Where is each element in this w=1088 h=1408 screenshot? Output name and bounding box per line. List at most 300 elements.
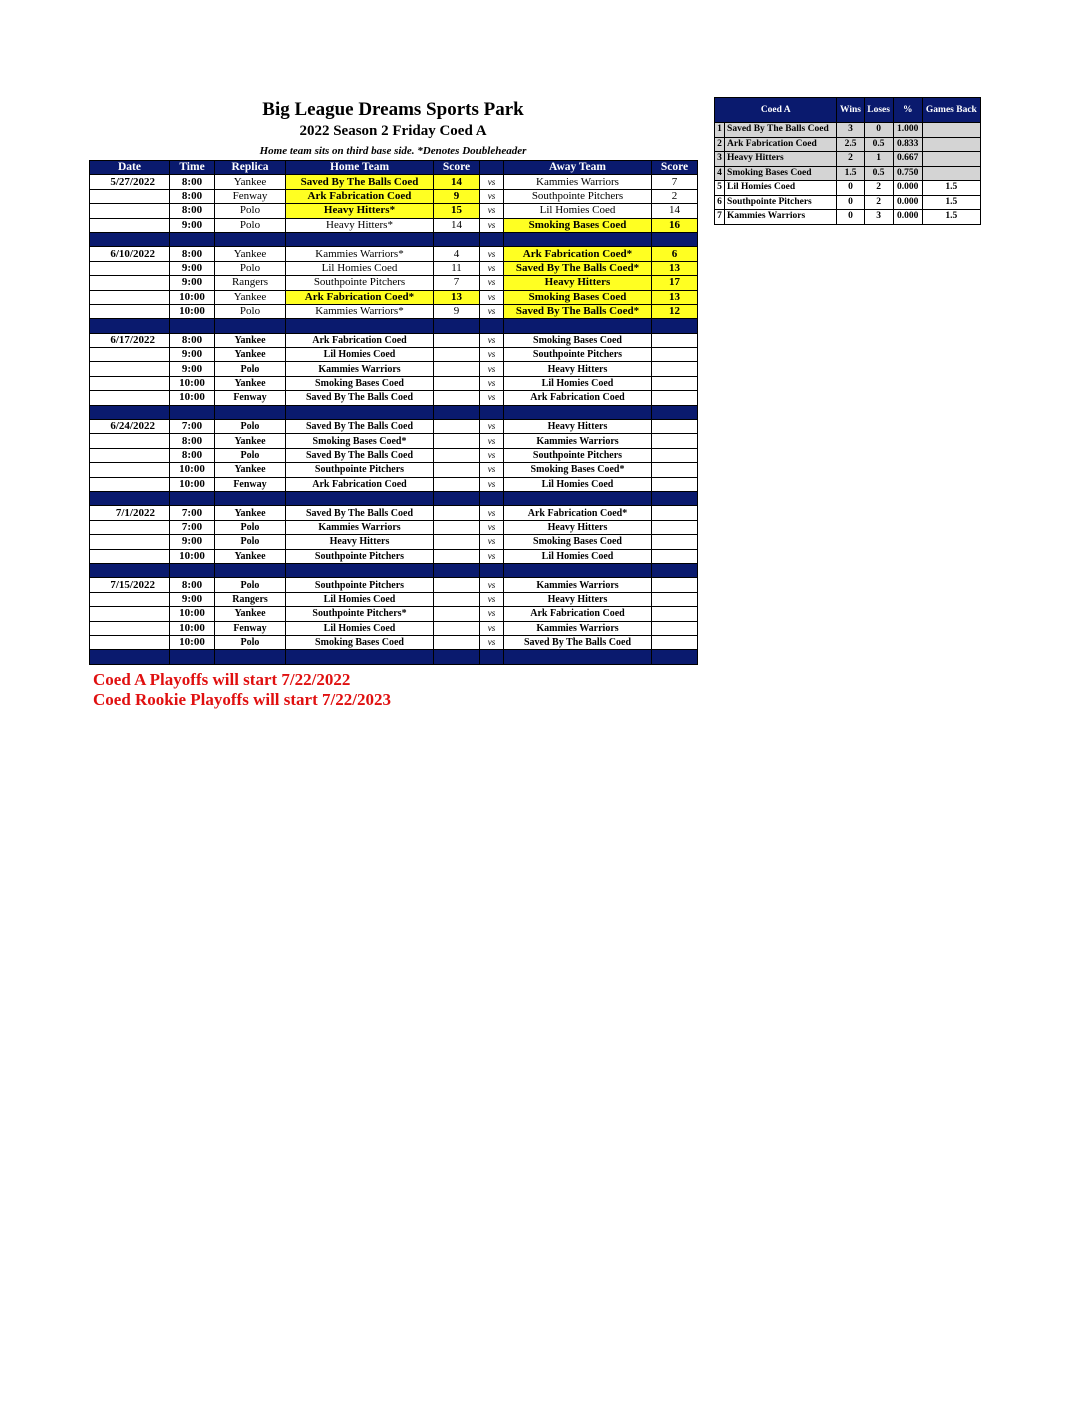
standings-wins: 0 xyxy=(837,181,864,196)
home-score xyxy=(434,549,480,563)
game-field: Yankee xyxy=(215,376,286,390)
game-field: Polo xyxy=(215,204,286,218)
home-score: 13 xyxy=(434,290,480,304)
separator-cell xyxy=(434,563,480,577)
standings-losses: 2 xyxy=(864,195,893,210)
standings-rank: 5 xyxy=(715,181,725,196)
vs-label: vs xyxy=(480,218,504,232)
game-field: Fenway xyxy=(215,391,286,405)
separator-cell xyxy=(652,563,698,577)
home-score: 14 xyxy=(434,218,480,232)
standings-row xyxy=(715,123,981,138)
game-time: 7:00 xyxy=(170,520,215,534)
home-score: 14 xyxy=(434,175,480,189)
schedule-table xyxy=(89,160,698,665)
home-team: Lil Homies Coed xyxy=(286,261,434,275)
game-row xyxy=(90,261,698,275)
vs-label: vs xyxy=(480,578,504,592)
game-row xyxy=(90,391,698,405)
separator-cell xyxy=(215,405,286,419)
game-row xyxy=(90,578,698,592)
game-field: Polo xyxy=(215,218,286,232)
game-time: 10:00 xyxy=(170,635,215,649)
game-row xyxy=(90,463,698,477)
away-team: Heavy Hitters xyxy=(504,276,652,290)
separator-cell xyxy=(170,650,215,664)
game-time: 10:00 xyxy=(170,477,215,491)
game-field: Yankee xyxy=(215,247,286,261)
away-score: 2 xyxy=(652,189,698,203)
standings-row xyxy=(715,181,981,196)
home-team: Ark Fabrication Coed xyxy=(286,189,434,203)
away-team: Saved By The Balls Coed xyxy=(504,635,652,649)
home-team: Southpointe Pitchers* xyxy=(286,607,434,621)
vs-label: vs xyxy=(480,333,504,347)
standings-games-back: 1.5 xyxy=(922,181,980,196)
standings-pct: 0.000 xyxy=(893,210,922,225)
home-team: Southpointe Pitchers xyxy=(286,549,434,563)
game-row xyxy=(90,247,698,261)
away-score xyxy=(652,391,698,405)
home-score xyxy=(434,506,480,520)
game-time: 10:00 xyxy=(170,290,215,304)
away-team: Kammies Warriors xyxy=(504,578,652,592)
home-team: Heavy Hitters* xyxy=(286,204,434,218)
week-separator xyxy=(90,319,698,333)
separator-cell xyxy=(480,405,504,419)
standings-row xyxy=(715,210,981,225)
game-field: Polo xyxy=(215,304,286,318)
standings-team: Kammies Warriors xyxy=(725,210,837,225)
vs-label: vs xyxy=(480,448,504,462)
game-date xyxy=(90,362,170,376)
home-score xyxy=(434,635,480,649)
home-score xyxy=(434,477,480,491)
away-team: Southpointe Pitchers xyxy=(504,189,652,203)
home-team: Kammies Warriors* xyxy=(286,304,434,318)
home-score xyxy=(434,391,480,405)
separator-cell xyxy=(504,319,652,333)
game-date xyxy=(90,448,170,462)
standings-games-back: 1.5 xyxy=(922,210,980,225)
away-score xyxy=(652,420,698,434)
away-team: Heavy Hitters xyxy=(504,520,652,534)
separator-cell xyxy=(90,650,170,664)
separator-cell xyxy=(652,405,698,419)
game-time: 7:00 xyxy=(170,420,215,434)
vs-label: vs xyxy=(480,348,504,362)
standings-wins: 0 xyxy=(837,210,864,225)
game-time: 8:00 xyxy=(170,333,215,347)
separator-cell xyxy=(170,232,215,246)
home-score: 4 xyxy=(434,247,480,261)
game-field: Rangers xyxy=(215,276,286,290)
standings-losses: 1 xyxy=(864,152,893,167)
standings-rank: 7 xyxy=(715,210,725,225)
game-field: Polo xyxy=(215,578,286,592)
vs-label: vs xyxy=(480,189,504,203)
standings-rank: 6 xyxy=(715,195,725,210)
vs-label: vs xyxy=(480,420,504,434)
game-date: 7/1/2022 xyxy=(90,506,170,520)
separator-cell xyxy=(652,232,698,246)
separator-cell xyxy=(215,491,286,505)
home-team: Kammies Warriors* xyxy=(286,247,434,261)
away-score xyxy=(652,520,698,534)
standings-header-row xyxy=(715,98,981,123)
vs-label: vs xyxy=(480,463,504,477)
home-score: 9 xyxy=(434,189,480,203)
game-field: Polo xyxy=(215,362,286,376)
standings-rank: 4 xyxy=(715,166,725,181)
week-separator xyxy=(90,491,698,505)
standings-games-back xyxy=(922,152,980,167)
away-team: Lil Homies Coed xyxy=(504,477,652,491)
vs-label: vs xyxy=(480,592,504,606)
home-score xyxy=(434,592,480,606)
home-team: Lil Homies Coed xyxy=(286,621,434,635)
separator-cell xyxy=(504,650,652,664)
header-home-score: Score xyxy=(434,161,480,175)
home-score: 11 xyxy=(434,261,480,275)
game-row xyxy=(90,592,698,606)
game-field: Polo xyxy=(215,520,286,534)
page-subtitle: 2022 Season 2 Friday Coed A xyxy=(299,123,487,139)
game-date: 6/24/2022 xyxy=(90,420,170,434)
schedule-note: Home team sits on third base side. *Denotes Doubleheader xyxy=(259,145,527,157)
vs-label: vs xyxy=(480,434,504,448)
separator-cell xyxy=(480,319,504,333)
game-row xyxy=(90,621,698,635)
header-vs xyxy=(480,161,504,175)
game-time: 10:00 xyxy=(170,304,215,318)
game-time: 8:00 xyxy=(170,204,215,218)
standings-header-pct: % xyxy=(893,98,922,123)
away-team: Smoking Bases Coed xyxy=(504,333,652,347)
away-score xyxy=(652,549,698,563)
game-time: 9:00 xyxy=(170,276,215,290)
separator-cell xyxy=(504,491,652,505)
game-date xyxy=(90,348,170,362)
home-score xyxy=(434,607,480,621)
home-score xyxy=(434,520,480,534)
away-score: 12 xyxy=(652,304,698,318)
away-team: Southpointe Pitchers xyxy=(504,348,652,362)
game-time: 8:00 xyxy=(170,189,215,203)
home-score xyxy=(434,420,480,434)
standings-wins: 2.5 xyxy=(837,137,864,152)
vs-label: vs xyxy=(480,261,504,275)
separator-cell xyxy=(286,491,434,505)
game-row xyxy=(90,448,698,462)
away-team: Lil Homies Coed xyxy=(504,204,652,218)
away-team: Heavy Hitters xyxy=(504,592,652,606)
game-field: Fenway xyxy=(215,477,286,491)
away-score xyxy=(652,535,698,549)
game-row xyxy=(90,506,698,520)
vs-label: vs xyxy=(480,304,504,318)
home-team: Ark Fabrication Coed xyxy=(286,333,434,347)
away-score xyxy=(652,621,698,635)
game-row xyxy=(90,376,698,390)
standings-team: Southpointe Pitchers xyxy=(725,195,837,210)
away-score: 13 xyxy=(652,261,698,275)
header-time: Time xyxy=(170,161,215,175)
home-team: Saved By The Balls Coed xyxy=(286,420,434,434)
game-date xyxy=(90,189,170,203)
standings-games-back xyxy=(922,137,980,152)
home-team: Southpointe Pitchers xyxy=(286,463,434,477)
vs-label: vs xyxy=(480,635,504,649)
away-score xyxy=(652,592,698,606)
away-team: Lil Homies Coed xyxy=(504,376,652,390)
game-date xyxy=(90,549,170,563)
vs-label: vs xyxy=(480,175,504,189)
game-row xyxy=(90,434,698,448)
game-time: 7:00 xyxy=(170,506,215,520)
vs-label: vs xyxy=(480,535,504,549)
game-time: 10:00 xyxy=(170,391,215,405)
away-score xyxy=(652,635,698,649)
standings-row xyxy=(715,166,981,181)
separator-cell xyxy=(90,405,170,419)
game-row xyxy=(90,362,698,376)
standings-rank: 1 xyxy=(715,123,725,138)
vs-label: vs xyxy=(480,549,504,563)
header-replica: Replica xyxy=(215,161,286,175)
home-score xyxy=(434,376,480,390)
away-team: Smoking Bases Coed xyxy=(504,535,652,549)
game-row xyxy=(90,304,698,318)
standings-games-back xyxy=(922,166,980,181)
separator-cell xyxy=(170,319,215,333)
away-team: Ark Fabrication Coed* xyxy=(504,506,652,520)
home-score xyxy=(434,448,480,462)
separator-cell xyxy=(170,563,215,577)
playoff-note-coed-rookie: Coed Rookie Playoffs will start 7/22/2023 xyxy=(93,690,391,709)
home-team: Saved By The Balls Coed xyxy=(286,391,434,405)
game-field: Fenway xyxy=(215,621,286,635)
standings-team: Heavy Hitters xyxy=(725,152,837,167)
away-score xyxy=(652,434,698,448)
game-time: 10:00 xyxy=(170,463,215,477)
game-field: Polo xyxy=(215,535,286,549)
game-row xyxy=(90,290,698,304)
home-team: Smoking Bases Coed* xyxy=(286,434,434,448)
separator-cell xyxy=(286,563,434,577)
header-away-team: Away Team xyxy=(504,161,652,175)
home-score xyxy=(434,463,480,477)
vs-label: vs xyxy=(480,247,504,261)
home-team: Heavy Hitters xyxy=(286,535,434,549)
game-time: 9:00 xyxy=(170,348,215,362)
game-row xyxy=(90,420,698,434)
away-team: Ark Fabrication Coed* xyxy=(504,247,652,261)
game-date xyxy=(90,276,170,290)
game-date: 6/17/2022 xyxy=(90,333,170,347)
home-score: 9 xyxy=(434,304,480,318)
standings-row xyxy=(715,152,981,167)
week-separator xyxy=(90,563,698,577)
separator-cell xyxy=(434,232,480,246)
playoff-note-coed-a: Coed A Playoffs will start 7/22/2022 xyxy=(93,670,351,689)
away-score xyxy=(652,578,698,592)
away-team: Smoking Bases Coed xyxy=(504,218,652,232)
standings-pct: 0.750 xyxy=(893,166,922,181)
game-field: Yankee xyxy=(215,506,286,520)
game-date: 7/15/2022 xyxy=(90,578,170,592)
game-row xyxy=(90,175,698,189)
away-team: Ark Fabrication Coed xyxy=(504,391,652,405)
away-score: 13 xyxy=(652,290,698,304)
home-score xyxy=(434,434,480,448)
game-row xyxy=(90,348,698,362)
separator-cell xyxy=(286,232,434,246)
separator-cell xyxy=(170,491,215,505)
standings-wins: 1.5 xyxy=(837,166,864,181)
vs-label: vs xyxy=(480,204,504,218)
game-date xyxy=(90,218,170,232)
standings-rank: 3 xyxy=(715,152,725,167)
game-row xyxy=(90,520,698,534)
separator-cell xyxy=(652,319,698,333)
game-time: 8:00 xyxy=(170,175,215,189)
separator-cell xyxy=(286,650,434,664)
vs-label: vs xyxy=(480,506,504,520)
separator-cell xyxy=(504,232,652,246)
game-field: Polo xyxy=(215,635,286,649)
standings-body xyxy=(715,123,981,225)
home-score xyxy=(434,333,480,347)
standings-games-back: 1.5 xyxy=(922,195,980,210)
game-row xyxy=(90,333,698,347)
separator-cell xyxy=(504,563,652,577)
game-field: Polo xyxy=(215,261,286,275)
standings-pct: 1.000 xyxy=(893,123,922,138)
home-team: Ark Fabrication Coed* xyxy=(286,290,434,304)
home-score: 15 xyxy=(434,204,480,218)
standings-pct: 0.667 xyxy=(893,152,922,167)
game-date: 5/27/2022 xyxy=(90,175,170,189)
game-time: 10:00 xyxy=(170,376,215,390)
away-score xyxy=(652,463,698,477)
standings-wins: 3 xyxy=(837,123,864,138)
home-team: Heavy Hitters* xyxy=(286,218,434,232)
game-field: Rangers xyxy=(215,592,286,606)
vs-label: vs xyxy=(480,276,504,290)
away-score xyxy=(652,362,698,376)
vs-label: vs xyxy=(480,621,504,635)
standings-header-wins: Wins xyxy=(837,98,864,123)
away-score: 7 xyxy=(652,175,698,189)
standings-losses: 3 xyxy=(864,210,893,225)
game-row xyxy=(90,276,698,290)
separator-cell xyxy=(434,650,480,664)
game-date: 6/10/2022 xyxy=(90,247,170,261)
standings-losses: 2 xyxy=(864,181,893,196)
separator-cell xyxy=(504,405,652,419)
standings-losses: 0.5 xyxy=(864,166,893,181)
page-title: Big League Dreams Sports Park xyxy=(262,99,524,120)
game-field: Yankee xyxy=(215,434,286,448)
away-score: 16 xyxy=(652,218,698,232)
separator-cell xyxy=(286,319,434,333)
week-separator xyxy=(90,650,698,664)
game-row xyxy=(90,218,698,232)
game-time: 8:00 xyxy=(170,448,215,462)
game-date xyxy=(90,376,170,390)
game-row xyxy=(90,204,698,218)
away-score xyxy=(652,376,698,390)
standings-pct: 0.000 xyxy=(893,181,922,196)
game-field: Yankee xyxy=(215,348,286,362)
game-row xyxy=(90,189,698,203)
game-row xyxy=(90,535,698,549)
vs-label: vs xyxy=(480,391,504,405)
game-row xyxy=(90,607,698,621)
away-team: Kammies Warriors xyxy=(504,434,652,448)
home-score xyxy=(434,348,480,362)
game-row xyxy=(90,549,698,563)
home-team: Kammies Warriors xyxy=(286,520,434,534)
vs-label: vs xyxy=(480,477,504,491)
home-score xyxy=(434,621,480,635)
game-time: 8:00 xyxy=(170,247,215,261)
away-team: Lil Homies Coed xyxy=(504,549,652,563)
standings-team: Smoking Bases Coed xyxy=(725,166,837,181)
separator-cell xyxy=(652,491,698,505)
game-date xyxy=(90,290,170,304)
standings-wins: 2 xyxy=(837,152,864,167)
separator-cell xyxy=(434,319,480,333)
vs-label: vs xyxy=(480,290,504,304)
game-row xyxy=(90,635,698,649)
home-team: Saved By The Balls Coed xyxy=(286,175,434,189)
away-team: Heavy Hitters xyxy=(504,362,652,376)
standings-header-division: Coed A xyxy=(715,98,837,123)
away-score xyxy=(652,333,698,347)
game-time: 9:00 xyxy=(170,535,215,549)
home-team: Saved By The Balls Coed xyxy=(286,448,434,462)
game-date xyxy=(90,520,170,534)
game-date xyxy=(90,434,170,448)
home-team: Lil Homies Coed xyxy=(286,592,434,606)
standings-row xyxy=(715,195,981,210)
separator-cell xyxy=(480,650,504,664)
game-time: 9:00 xyxy=(170,362,215,376)
game-field: Yankee xyxy=(215,175,286,189)
standings-team: Lil Homies Coed xyxy=(725,181,837,196)
away-team: Kammies Warriors xyxy=(504,175,652,189)
schedule-body xyxy=(90,175,698,664)
game-date xyxy=(90,607,170,621)
game-time: 9:00 xyxy=(170,261,215,275)
separator-cell xyxy=(215,563,286,577)
standings-team: Saved By The Balls Coed xyxy=(725,123,837,138)
game-row xyxy=(90,477,698,491)
game-date xyxy=(90,463,170,477)
separator-cell xyxy=(215,319,286,333)
separator-cell xyxy=(434,491,480,505)
away-score xyxy=(652,477,698,491)
separator-cell xyxy=(90,563,170,577)
separator-cell xyxy=(215,232,286,246)
vs-label: vs xyxy=(480,607,504,621)
header-away-score: Score xyxy=(652,161,698,175)
home-score xyxy=(434,578,480,592)
home-score xyxy=(434,362,480,376)
home-team: Kammies Warriors xyxy=(286,362,434,376)
